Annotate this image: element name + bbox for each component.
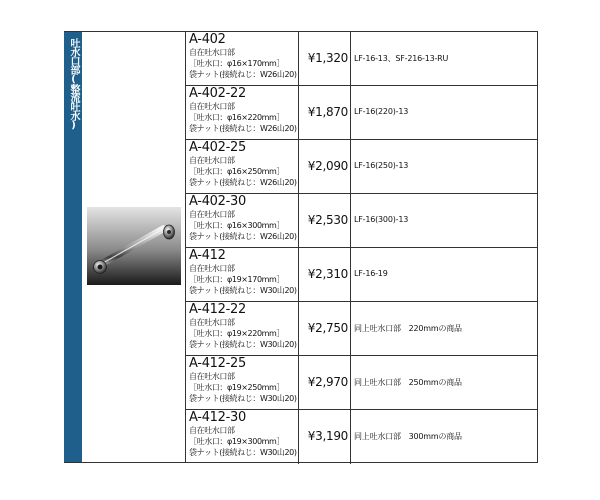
- model-number: A-412-25: [189, 356, 246, 371]
- note-cell: 同上吐水口部 250mmの商品: [354, 378, 462, 387]
- note-cell: LF-16(300)-13: [354, 215, 409, 224]
- model-number: A-412-30: [189, 410, 246, 425]
- spec-line: ［吐水口：φ19×300mm］: [189, 437, 285, 446]
- table-row: [186, 302, 537, 356]
- spec-line: 自在吐水口部: [189, 210, 235, 219]
- note-cell: LF-16-19: [354, 269, 388, 278]
- note-cell: LF-16-13、SF-216-13-RU: [354, 54, 449, 63]
- model-number: A-402: [189, 32, 226, 47]
- spec-line: 自在吐水口部: [189, 372, 235, 381]
- spec-line: ［吐水口：φ16×250mm］: [189, 167, 285, 176]
- model-number: A-412: [189, 248, 226, 263]
- spec-line: 袋ナット(接続ねじ：W26山20): [189, 178, 297, 187]
- spec-line: ［吐水口：φ16×300mm］: [189, 221, 285, 230]
- price-cell: ¥3,190: [299, 410, 351, 464]
- table-row: [186, 194, 537, 248]
- note-cell: 同上吐水口部 300mmの商品: [354, 432, 462, 441]
- spec-line: 自在吐水口部: [189, 318, 235, 327]
- table-row: [186, 140, 537, 194]
- model-cell: [186, 140, 299, 193]
- spec-line: ［吐水口：φ16×220mm］: [189, 113, 285, 122]
- table-row: [186, 32, 537, 86]
- spec-line: 袋ナット(接続ねじ：W30山20): [189, 394, 297, 403]
- table-row: [186, 86, 537, 140]
- spec-line: 袋ナット(接続ねじ：W26山20): [189, 232, 297, 241]
- price-cell: ¥2,530: [299, 194, 351, 247]
- model-number: A-402-22: [189, 86, 246, 101]
- spec-line: 袋ナット(接続ねじ：W30山20): [189, 340, 297, 349]
- spec-line: ［吐水口：φ16×170mm］: [189, 59, 285, 68]
- product-rows: [186, 32, 537, 462]
- model-cell: [186, 194, 299, 247]
- model-cell: [186, 86, 299, 139]
- model-cell: [186, 32, 299, 85]
- product-image-column: [82, 32, 186, 462]
- product-table: [64, 31, 538, 463]
- category-sidebar: [64, 32, 82, 462]
- note-cell: LF-16(220)-13: [354, 107, 409, 116]
- spec-line: 袋ナット(接続ねじ：W30山20): [189, 286, 297, 295]
- spec-line: 自在吐水口部: [189, 264, 235, 273]
- model-cell: [186, 356, 299, 409]
- price-cell: ¥2,310: [299, 248, 351, 301]
- model-cell: [186, 410, 299, 464]
- category-label: 吐水口部(整流吐水): [68, 38, 79, 130]
- table-row: [186, 356, 537, 410]
- table-row: [186, 248, 537, 302]
- spec-line: 自在吐水口部: [189, 48, 235, 57]
- table-row: [186, 410, 537, 464]
- spec-line: ［吐水口：φ19×250mm］: [189, 383, 285, 392]
- model-number: A-412-22: [189, 302, 246, 317]
- spec-line: 自在吐水口部: [189, 102, 235, 111]
- spec-line: 自在吐水口部: [189, 156, 235, 165]
- note-cell: 同上吐水口部 220mmの商品: [354, 324, 462, 333]
- note-cell: LF-16(250)-13: [354, 161, 409, 170]
- price-cell: ¥1,320: [299, 32, 351, 85]
- price-cell: ¥2,970: [299, 356, 351, 409]
- model-number: A-402-25: [189, 140, 246, 155]
- spec-line: ［吐水口：φ19×220mm］: [189, 329, 285, 338]
- model-cell: [186, 302, 299, 355]
- spec-line: 自在吐水口部: [189, 426, 235, 435]
- spec-line: ［吐水口：φ19×170mm］: [189, 275, 285, 284]
- price-cell: ¥2,090: [299, 140, 351, 193]
- faucet-spout-pipe-icon: [87, 207, 181, 285]
- model-number: A-402-30: [189, 194, 246, 209]
- spec-line: 袋ナット(接続ねじ：W30山20): [189, 448, 297, 457]
- price-cell: ¥1,870: [299, 86, 351, 139]
- model-cell: [186, 248, 299, 301]
- spec-line: 袋ナット(接続ねじ：W26山20): [189, 124, 297, 133]
- price-cell: ¥2,750: [299, 302, 351, 355]
- spec-line: 袋ナット(接続ねじ：W26山20): [189, 70, 297, 79]
